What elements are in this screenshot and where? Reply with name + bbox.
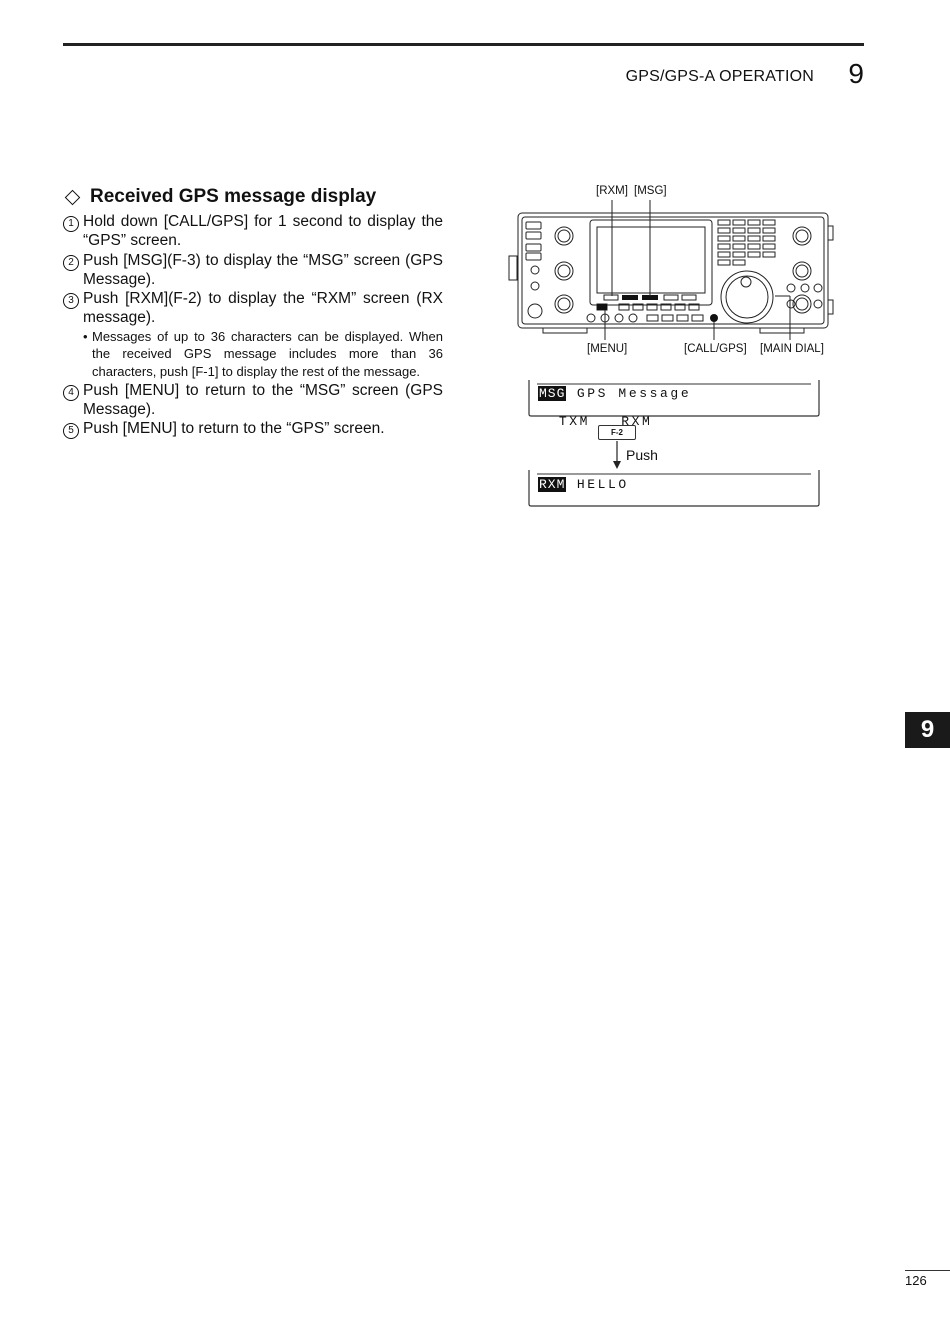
bullet: • [83,328,88,344]
label-msg: [MSG] [634,185,667,197]
f2-key: F-2 [598,425,636,440]
note-text: Messages of up to 36 characters can be displayed. When the received GPS message includes more than 36 characters, push [F-1] to display the rest of the message. [92,328,443,379]
msg-screen-title: GPS Message [576,386,692,401]
step-4 [63,381,443,420]
step-marker: 1 [63,216,79,232]
down-arrow-icon [610,441,624,471]
step-3 [63,289,443,328]
note [83,328,443,381]
push-label: Push [626,447,658,463]
step-marker: 3 [63,293,79,309]
step-2 [63,251,443,290]
section-heading [63,186,376,208]
label-rxm: [RXM] [596,185,628,197]
diamond-icon [65,189,81,205]
step-marker: 2 [63,255,79,271]
step-1 [63,212,443,251]
label-call-gps: [CALL/GPS] [684,343,747,355]
label-menu: [MENU] [587,343,628,355]
step-marker: 4 [63,385,79,401]
section-title: GPS/GPS-A OPERATION [625,68,814,85]
rxm-screen-text: HELLO [576,477,629,492]
chapter-side-tab: 9 [905,712,950,748]
heading-text: Received GPS message display [90,186,377,207]
step-text: Push [MENU] to return to the “MSG” screen (GPS Message). [83,381,443,418]
instruction-list [63,212,443,439]
msg-tag: MSG [539,386,566,401]
step-5 [63,419,443,439]
msg-screen-row2: TXM RXM [558,414,653,429]
step-text: Push [MSG](F-3) to display the “MSG” screen (GPS Message). [83,251,443,288]
top-rule [63,43,864,46]
page-number-rule [905,1270,950,1271]
step-text: Push [RXM](F-2) to display the “RXM” screen (RX message). [83,290,443,327]
radio-front-panel-illustration [505,200,835,340]
step-text: Hold down [CALL/GPS] for 1 second to display the “GPS” screen. [83,213,443,250]
label-main-dial: [MAIN DIAL] [760,343,824,355]
rxm-screen-line1 [538,477,629,492]
rxm-tag: RXM [539,477,566,492]
step-text: Push [MENU] to return to the “GPS” screen. [83,420,385,438]
page-number: 126 [905,1273,927,1288]
step-marker: 5 [63,423,79,439]
chapter-number: 9 [848,58,864,89]
